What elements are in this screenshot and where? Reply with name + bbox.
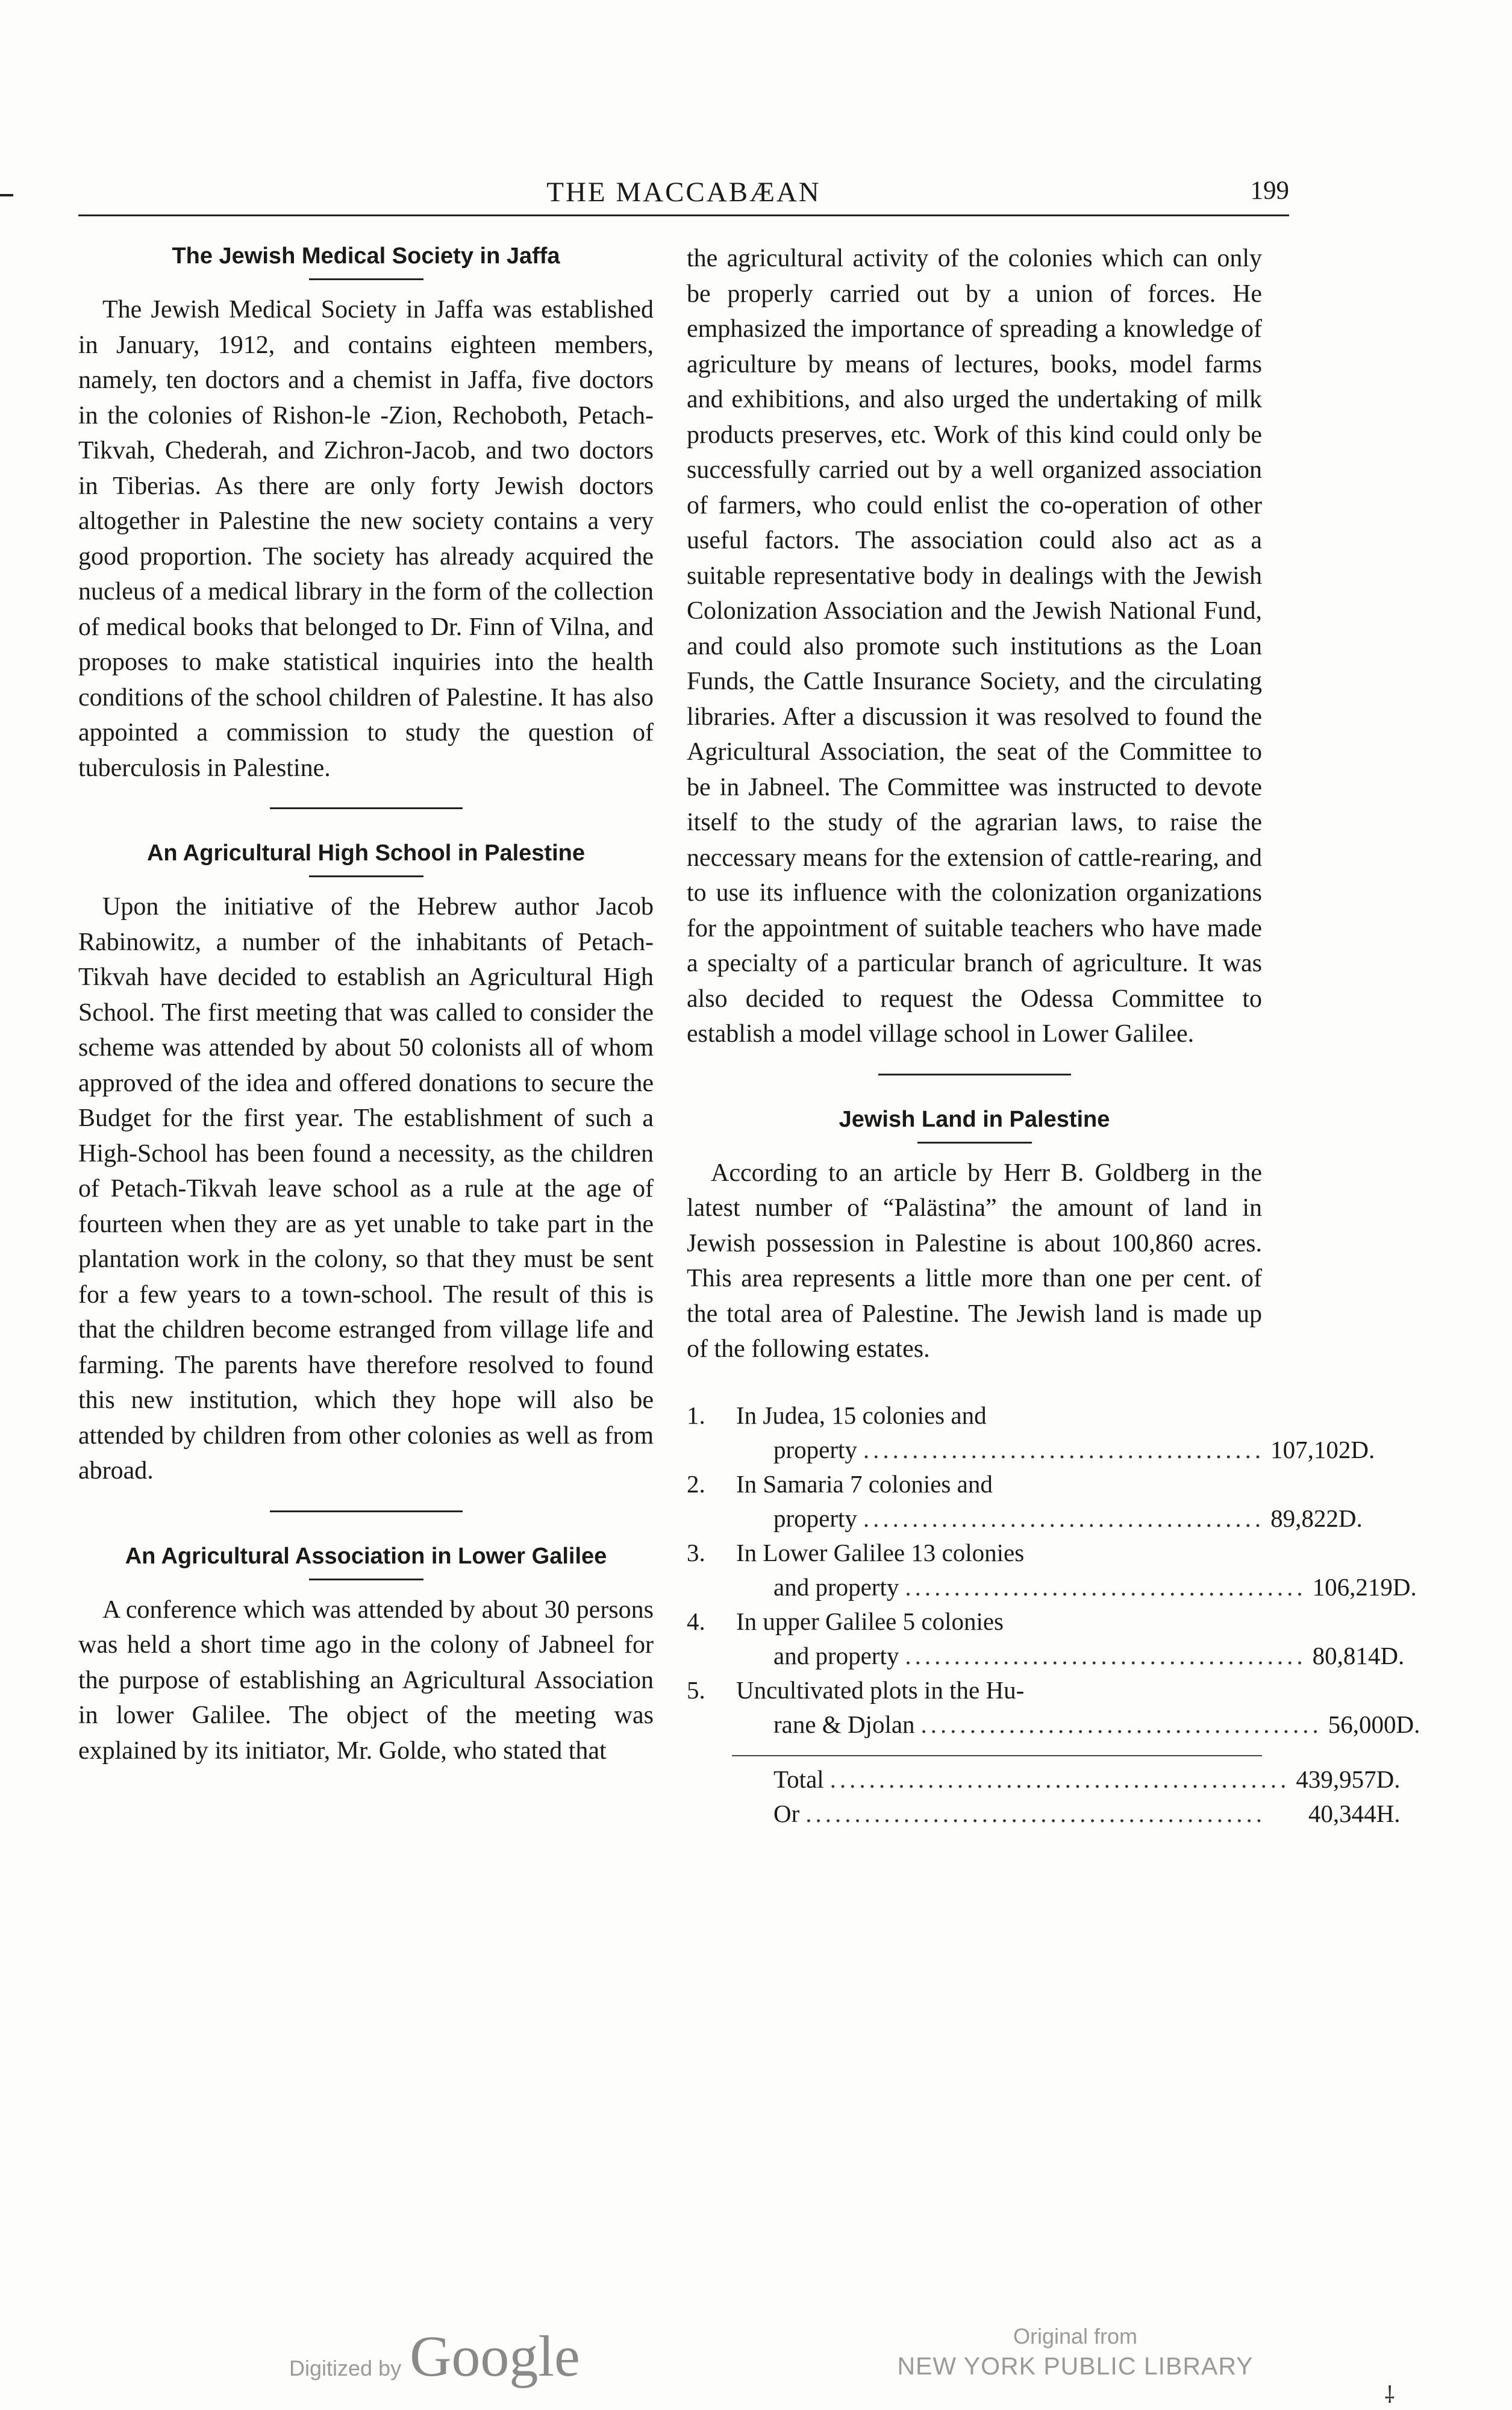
estate-row: [687, 1673, 1420, 1742]
dot-leader: .........................................: [863, 1435, 1265, 1463]
corner-mark-icon: ⸸: [1384, 2383, 1395, 2408]
heading-agricultural-association: An Agricultural Association in Lower Galilee: [125, 1543, 607, 1569]
dot-leader: .........................................: [905, 1641, 1307, 1670]
estate-description-cont: and property: [773, 1641, 899, 1670]
or-value: 40,344H.: [1308, 1799, 1401, 1827]
article-jewish-land-text: According to an article by Herr B. Goldberg in the latest number of “Palästina” the amount of land in Jewish possession in Palestine is about 100,860 acres. This area represents a little more than one per cent. of the total area of Palestine. The Jewish land is made up of the following estates.: [687, 1159, 1262, 1363]
estate-row: [687, 1467, 1363, 1536]
total-rule: [732, 1755, 1262, 1756]
digitized-by-watermark: [289, 2323, 580, 2390]
estate-description: Uncultivated plots in the Hu-: [736, 1676, 1025, 1704]
estate-value: 89,822D.: [1270, 1504, 1363, 1532]
estate-number: 4.: [687, 1607, 705, 1635]
article-medical-society-text: The Jewish Medical Society in Jaffa was established in January, 1912, and contains eighteen members, namely, ten doctors and a chemist in Jaffa, five doctors in the colonies of Rishon-le -Zion, Rechoboth, Petach-Tikvah, Chederah, and Zichron-Jacob, and two doctors in Tiberias. As there are only forty Jewish doctors altogether in Palestine the new society contains a very good proportion. The society has already acquired the nucleus of a medical library in the form of the collection of medical books that belonged to Dr. Finn of Vilna, and proposes to make statistical inquiries into the health conditions of the school children of Palestine. It has also appointed a commission to study the question of tuberculosis in Palestine.: [78, 296, 654, 782]
estate-value: 80,814D.: [1312, 1641, 1405, 1670]
estate-value: 107,102D.: [1270, 1435, 1375, 1463]
heading-jewish-land: Jewish Land in Palestine: [839, 1106, 1110, 1132]
estate-value: 106,219D.: [1312, 1573, 1417, 1601]
estate-value: 56,000D.: [1328, 1710, 1420, 1738]
left-column: [78, 241, 654, 1768]
google-logo: Google: [410, 2324, 580, 2388]
heading-rule: [309, 278, 423, 280]
estate-description: In Samaria 7 colonies and: [736, 1469, 993, 1498]
total-label: Total: [773, 1765, 824, 1793]
estate-number: 3.: [687, 1538, 705, 1566]
article-association-text: A conference which was attended by about 30 persons was held a short time ago in the colony of Jabneel for the purpose of establishing an Agricultural Association in lower Galilee. The object of the meeting was explained by its initiator, Mr. Golde, who stated that: [78, 1595, 654, 1765]
right-column: [687, 241, 1420, 1831]
heading-rule: [917, 1142, 1032, 1144]
library-name: NEW YORK PUBLIC LIBRARY: [897, 2352, 1254, 2380]
heading-rule: [309, 1579, 423, 1580]
dot-leader: .........................................: [863, 1504, 1265, 1532]
dot-leader: ...............................................: [829, 1765, 1290, 1793]
estate-description-cont: property: [773, 1435, 857, 1463]
margin-mark: [0, 194, 13, 196]
section-divider: [878, 1074, 1071, 1075]
or-row: [736, 1797, 1401, 1831]
estate-row: [687, 1398, 1375, 1467]
estate-row: [687, 1536, 1417, 1604]
or-label: Or: [773, 1799, 800, 1827]
section-divider: [270, 1510, 463, 1512]
article-high-school-text: Upon the initiative of the Hebrew author Jacob Rabinowitz, a number of the inhabitants of Petach-Tikvah have decided to establish an Agricultural High School. The first meeting that was called to consider the scheme was attended by about 50 colonists all of whom approved of the idea and offered donations to secure the Budget for the first year. The establishment of such a High-School has been found a necessity, as the children of Petach-Tikvah leave school as a rule at the age of fourteen when they are as yet unable to take part in the plantation work in the colony, so that they must be sent for a few years to a town-school. The result of this is that the children become estranged from village life and farming. The parents have therefore resolved to found this new institution, which they hope will also be attended by children from other colonies as well as from abroad.: [78, 893, 654, 1485]
estate-description-cont: rane & Djolan: [773, 1710, 915, 1738]
page-number: 199: [1250, 177, 1289, 205]
estate-number: 2.: [687, 1469, 705, 1498]
journal-title: THE MACCABÆAN: [546, 177, 821, 208]
article-association-continued: the agricultural activity of the colonies which can only be properly carried out by a union of forces. He emphasized the importance of spreading a knowledge of agriculture by means of lectures, books, model farms and exhibitions, and also urged the undertaking of milk products preserves, etc. Work of this kind could only be successfully carried out by a well organized association of farmers, who could enlist the co-operation of other useful factors. The association could also act as a suitable representative body in dealings with the Jewish Colonization Association and the Jewish National Fund, and could also promote such institutions as the Loan Funds, the Cattle Insurance Society, and the circulating libraries. After a discussion it was resolved to found the Agricultural Association, the seat of the Committee to be in Jabneel. The Committee was instructed to devote itself to the study of the agrarian laws, to raise the neccessary means for the extension of cattle-rearing, and to use its influence with the colonization organizations for the appointment of suitable teachers who have made a specialty of a particular branch of agriculture. It was also decided to request the Odessa Committee to establish a model village school in Lower Galilee.: [687, 245, 1262, 1048]
estate-description-cont: property: [773, 1504, 857, 1532]
estates-table: [687, 1398, 1420, 1831]
estate-description: In upper Galilee 5 colonies: [736, 1607, 1004, 1635]
estate-row: [687, 1604, 1405, 1673]
estate-number: 1.: [687, 1401, 705, 1429]
estate-description: In Judea, 15 colonies and: [736, 1401, 987, 1429]
digitized-by-text: Digitized by: [289, 2356, 402, 2380]
dot-leader: ...............................................: [805, 1799, 1266, 1827]
total-row: [736, 1762, 1401, 1797]
total-value: 439,957D.: [1296, 1765, 1401, 1793]
heading-medical-society: The Jewish Medical Society in Jaffa: [172, 243, 560, 269]
running-head: [78, 172, 1289, 216]
section-divider: [270, 807, 463, 809]
dot-leader: .........................................: [905, 1573, 1307, 1601]
heading-agricultural-high-school: An Agricultural High School in Palestine: [146, 840, 585, 866]
original-from-text: Original from: [1013, 2324, 1138, 2349]
estate-description: In Lower Galilee 13 colonies: [736, 1538, 1025, 1566]
heading-rule: [309, 875, 423, 877]
library-watermark: [879, 2323, 1271, 2382]
estate-number: 5.: [687, 1676, 705, 1704]
dot-leader: .........................................: [920, 1710, 1322, 1738]
estate-description-cont: and property: [773, 1573, 899, 1601]
